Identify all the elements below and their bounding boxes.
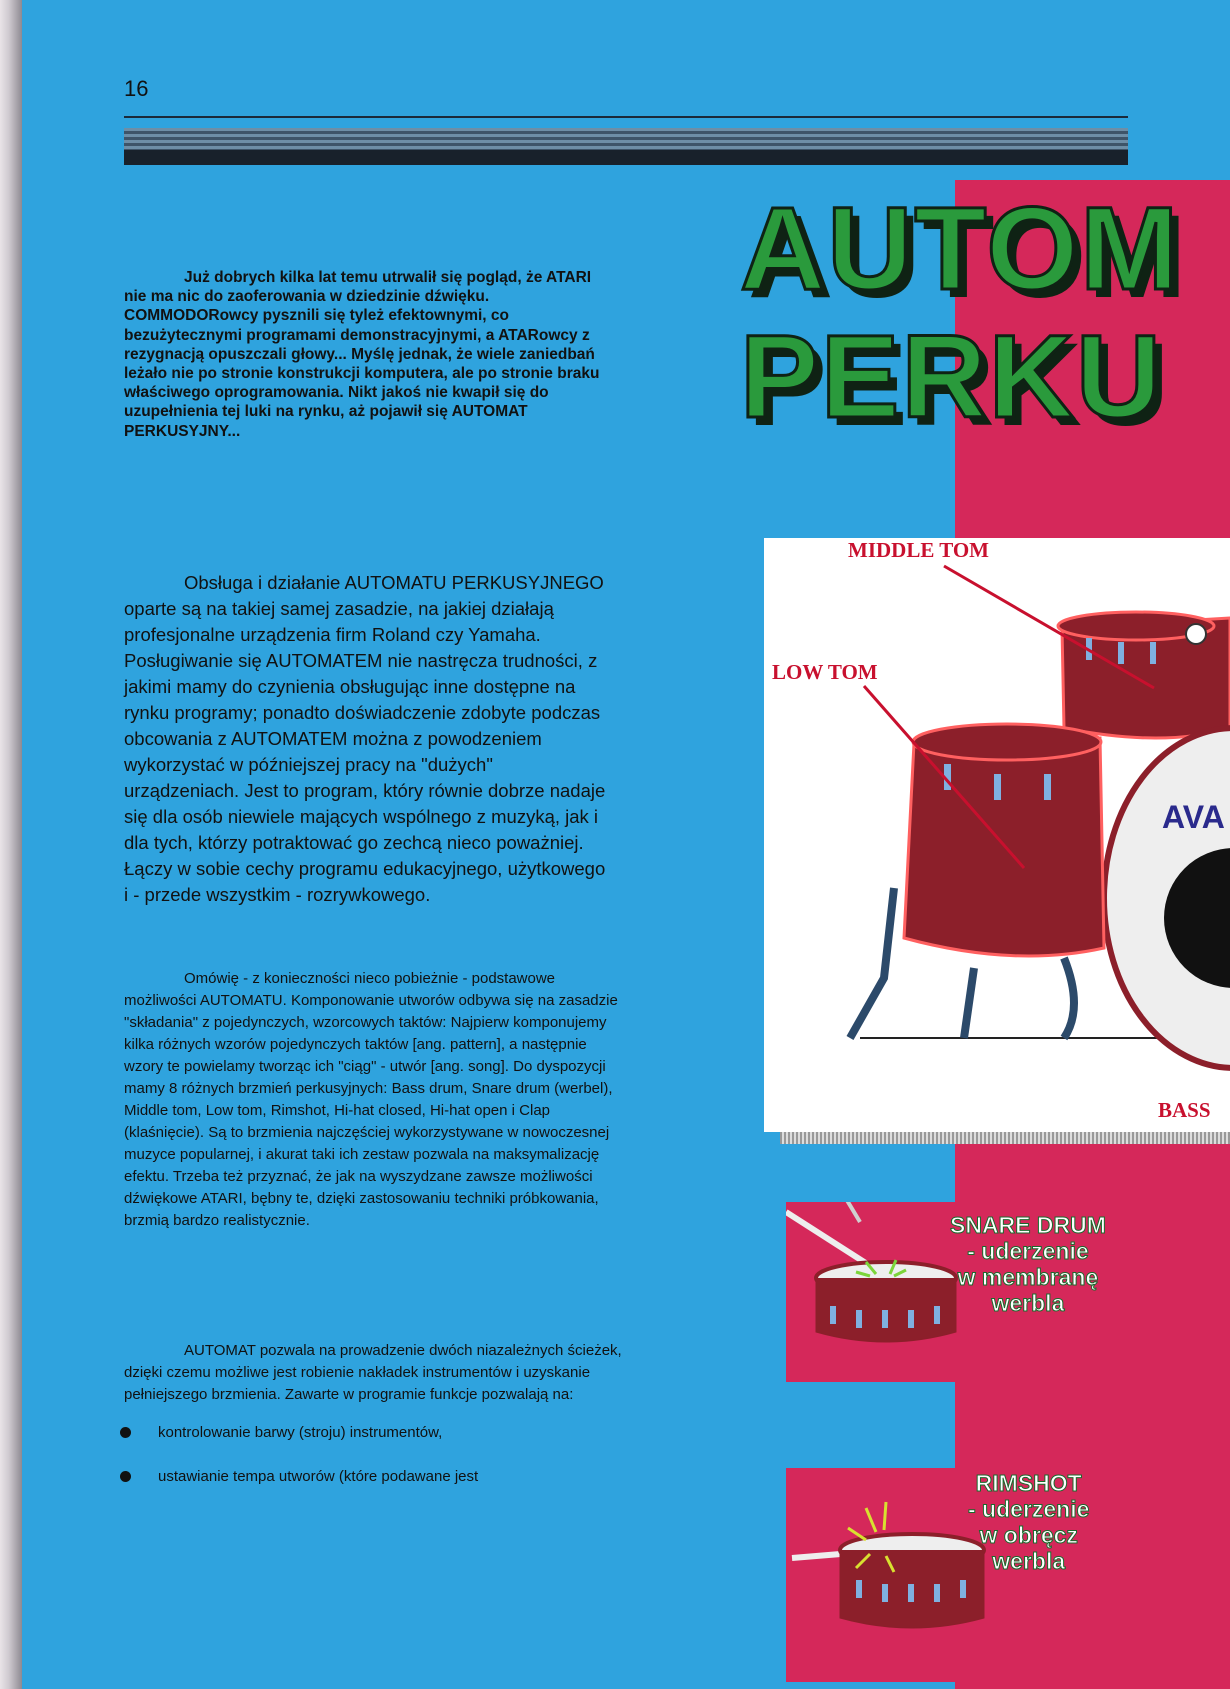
low-tom-drum [850,724,1104,1038]
snare-caption [950,1212,1106,1316]
header-rule-thin [124,116,1128,118]
snare-caption-line: - uderzenie [967,1238,1089,1264]
drum-logo-text: AVA [1162,799,1225,835]
body-paragraph-3: AUTOMAT pozwala na prowadzenie dwóch niazależnych ścieżek, dzięki czemu możliwe jest robienie nakładek instrumentów i uzyskanie pełniejszego brzmienia. Zawarte w programie funkcje pozwalają na: [124,1342,622,1403]
list-item: ustawianie tempa utworów (które podawane jest [120,1466,620,1510]
drum-panel-shadow [780,1132,1230,1144]
label-low-tom: LOW TOM [772,660,878,684]
rimshot-caption-line: RIMSHOT [975,1470,1082,1496]
label-middle-tom: MIDDLE TOM [848,538,989,562]
rimshot-caption-line: w obręcz [979,1522,1078,1548]
list-item: kontrolowanie barwy (stroju) instrumentów, [120,1422,620,1466]
headline-line-1: AUTOM [740,183,1181,315]
body-paragraph-2: Omówię - z konieczności nieco pobieżnie - podstawowe możliwości AUTOMATU. Komponowanie utworów odbywa się na zasadzie "składania" z pojedynczych, wzorcowych taktów: Najpierw komponujemy kilka różnych wzorów pojedynczych taktów [ang. pattern], a następnie wzory te powielamy tworząc ich "ciąg" - utwór [ang. song]. Do dyspozycji mamy 8 różnych brzmień perkusyjnych: Bass drum, Snare drum (werbel), Middle tom, Low tom, Rimshot, Hi-hat closed, Hi-hat open i Clap (klaśnięcie). Są to brzmienia najczęściej wykorzystywane w nowoczesnej muzyce popularnej, i akurat taki ich zestaw pozwala na maksymalizację efektu. Trzeba też przyznać, że jak na wyszydzane zawsze możliwości dźwiękowe ATARI, bębny te, dzięki zastosowaniu techniki próbkowania, brzmią bardzo realistycznie. [124,970,618,1229]
page-number: 16 [124,76,149,101]
page-binding-edge [0,0,22,1689]
rimshot-caption-line: werbla [992,1548,1066,1574]
bass-drum [1104,728,1230,1068]
intro-paragraph: Już dobrych kilka lat temu utrwalił się pogląd, że ATARI nie ma nic do zaoferowania w dziedzinie dźwięku. COMMODORowcy pysznili się tyleż efektownymi, co bezużytecznymi programami demonstracyjnymi, a ATARowcy z rezygnacją opuszczali głowy... Myślę jednak, że wiele zaniedbań leżało nie po stronie konstrukcji komputera, ale po stronie braku właściwego oprogramowania. Nikt jakoś nie kwapił się do uzupełnienia tej luki na rynku, aż pojawił się AUTOMAT PERKUSYJNY... [124,269,600,440]
drum-kit-svg [764,538,1230,1132]
body-paragraph-1: Obsługa i działanie AUTOMATU PERKUSYJNEGO oparte są na takiej samej zasadzie, na jakiej działają profesjonalne urządzenia firm Roland czy Yamaha. Posługiwanie się AUTOMATEM nie nastręcza trudności, z jakimi mamy do czynienia obsługując inne dostępne na rynku programy; ponadto doświadczenie zdobyte podczas obcowania z AUTOMATEM można z powodzeniem wykorzystać w późniejszej pracy na "dużych" urządzeniach. Jest to program, który równie dobrze nadaje się dla osób niewiele mających wspólnego z muzyką, jak i dla tych, którzy potraktować go zechcą nieco poważniej. Łączy w sobie cechy programu edukacyjnego, użytkowego i - przede wszystkim - rozrywkowego. [124,572,606,905]
snare-caption-line: SNARE DRUM [950,1212,1106,1238]
snare-caption-line: werbla [991,1290,1065,1316]
rimshot-caption-line: - uderzenie [968,1496,1090,1522]
middle-tom-drum [1058,612,1230,738]
label-bass: BASS [1158,1098,1211,1122]
headline-line-2: PERKU [740,311,1164,443]
rimshot-caption [968,1470,1089,1574]
snare-caption-line: w membranę [957,1264,1099,1290]
header-rule-band [124,128,1128,165]
drum-kit-illustration [764,538,1230,1132]
feature-list [120,1422,620,1510]
